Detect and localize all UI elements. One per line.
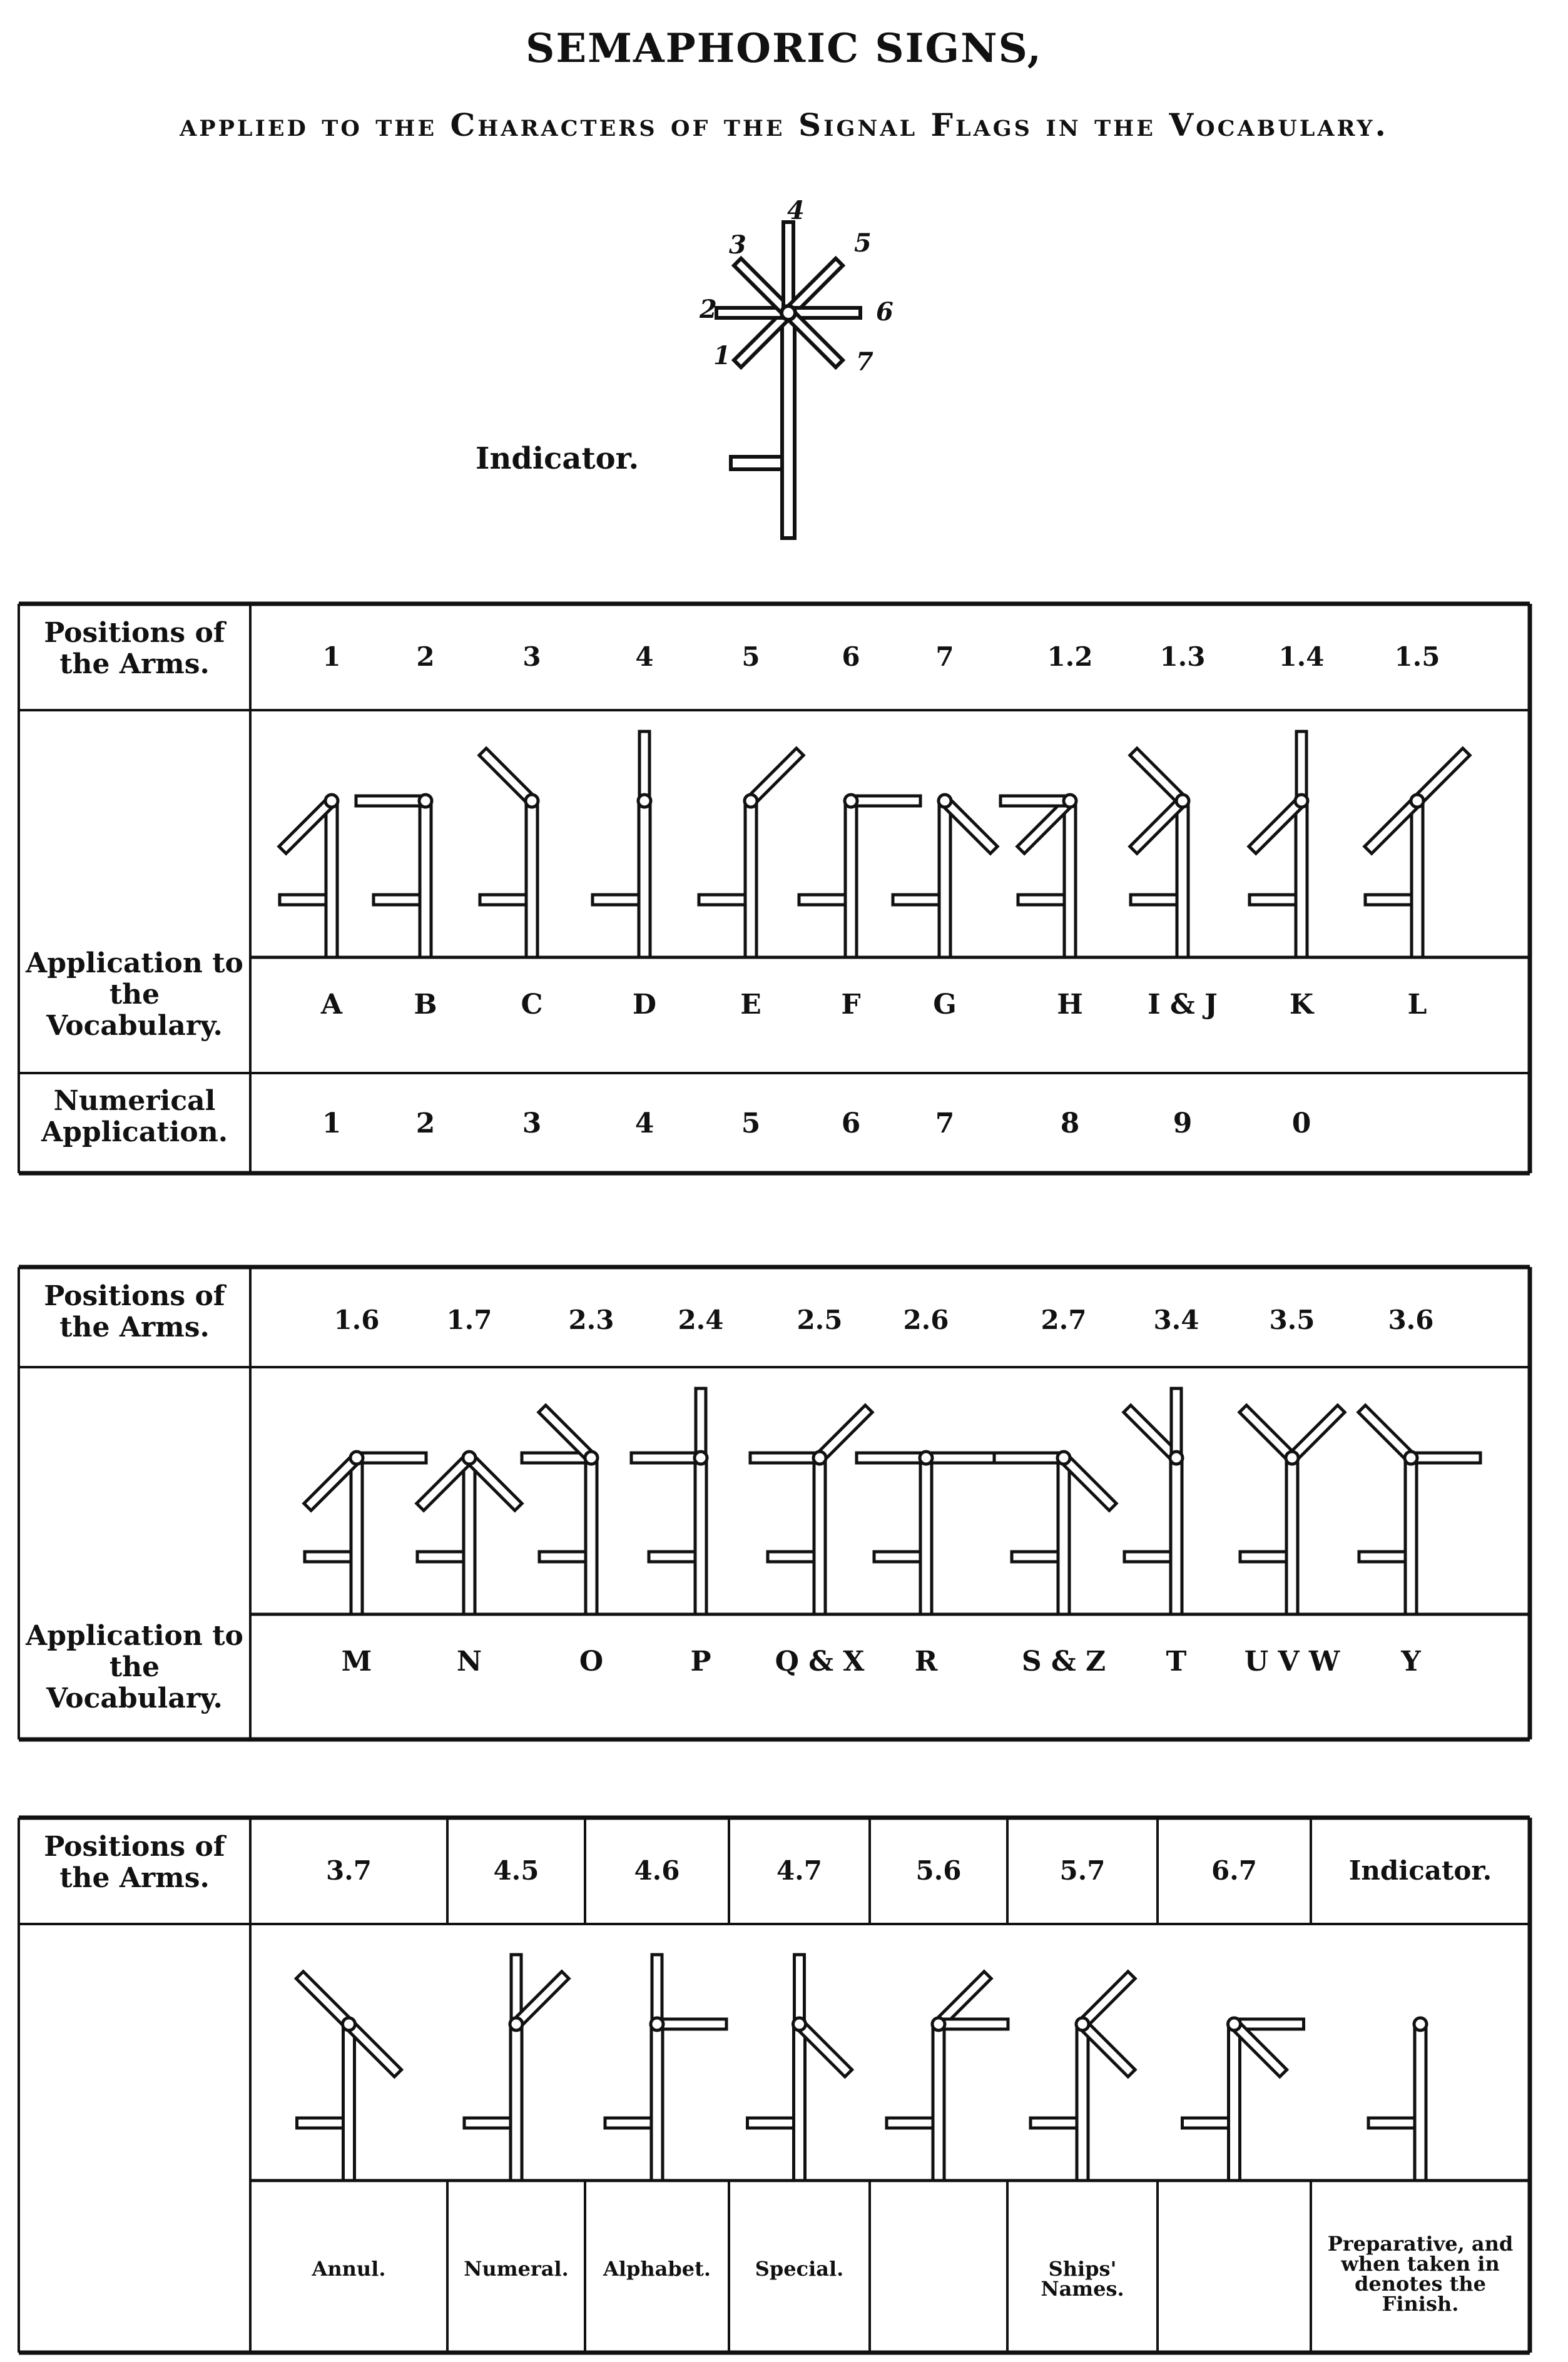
table3-semaphore-figure (296, 1972, 401, 2181)
table2-semaphore-figure (417, 1452, 522, 1614)
table1-numeral-label: 0 (1291, 1107, 1311, 1139)
table2-semaphore-figure (522, 1405, 598, 1614)
table3-semaphore-figure (464, 1955, 569, 2181)
table1-letter-label: L (1407, 989, 1427, 1021)
table2-position-label: 2.7 (1041, 1305, 1087, 1335)
table1-numerical-header: Numerical Application. (41, 1085, 228, 1148)
table2-semaphore-figure (1240, 1405, 1345, 1614)
table1-position-label: 5 (741, 641, 760, 672)
table1-position-label: 6 (842, 641, 860, 672)
table1-semaphore-figure (279, 795, 338, 957)
indicator-position-number: 6 (876, 297, 893, 327)
table2-application-header: Application to the Vocabulary. (26, 1620, 243, 1714)
page-title: SEMAPHORIC SIGNS, (526, 25, 1042, 72)
table3-meaning-label: Special. (755, 2257, 844, 2281)
table1-letter-label: G (933, 989, 957, 1021)
indicator-position-number: 3 (729, 230, 746, 260)
table1-letter-label: F (841, 989, 861, 1021)
table2-letter-label: Y (1401, 1646, 1421, 1677)
table1-position-label: 1.5 (1394, 641, 1440, 672)
table3-position-label: 4.7 (776, 1855, 823, 1886)
table3-semaphore-figure (605, 1955, 726, 2181)
table3-meaning-label: Preparative, and when taken in denotes the Finish. (1327, 2232, 1514, 2316)
indicator-position-number: 2 (700, 295, 717, 324)
table3-meaning-label: Alphabet. (603, 2257, 711, 2281)
table3-semaphore-figure (1368, 2018, 1427, 2181)
table3-positions-header: Positions of the Arms. (44, 1831, 225, 1894)
table2-letter-label: T (1166, 1646, 1187, 1677)
table2-letter-label: U V W (1244, 1646, 1340, 1677)
table1-positions-header: Positions of the Arms. (44, 617, 225, 680)
table2-position-label: 2.4 (678, 1305, 724, 1335)
table2-semaphore-figure (304, 1452, 426, 1614)
indicator-position-number: 7 (856, 347, 873, 377)
table1-numeral-label: 6 (841, 1107, 861, 1139)
table2-letter-label: R (914, 1646, 938, 1677)
table2-semaphore-figure (631, 1388, 707, 1614)
table1-letter-label: E (740, 989, 761, 1021)
table2-position-label: 3.5 (1269, 1305, 1315, 1335)
table1-semaphore-figure (1365, 748, 1470, 957)
table1-letter-label: I & J (1148, 989, 1218, 1021)
table1-letter-label: D (632, 989, 657, 1021)
table1-numeral-label: 3 (522, 1107, 542, 1139)
table2-letter-label: Q & X (775, 1646, 865, 1677)
table2-semaphore-figure (857, 1452, 995, 1614)
table3-semaphore-figure (1183, 2018, 1304, 2181)
table3-position-label: 4.6 (634, 1855, 680, 1886)
table1-semaphore-figure (593, 731, 651, 957)
table3-meaning-label: Numeral. (464, 2257, 569, 2281)
table2-letter-label: M (341, 1646, 372, 1677)
table1-numeral-label: 8 (1060, 1107, 1080, 1139)
table1-position-label: 1.3 (1159, 641, 1206, 672)
table1-letter-label: A (320, 989, 343, 1021)
indicator-label: Indicator. (476, 441, 639, 476)
table2-position-label: 1.7 (446, 1305, 492, 1335)
table3-position-label: 3.7 (325, 1855, 372, 1886)
table3-position-label: 5.6 (915, 1855, 962, 1886)
table1-semaphore-figure (699, 748, 803, 957)
table3-meaning-label: Annul. (312, 2257, 386, 2281)
table2-letter-label: N (456, 1646, 482, 1677)
table1-semaphore-figure (1000, 795, 1076, 957)
table1-numeral-label: 4 (634, 1107, 654, 1139)
table1-semaphore-figure (356, 795, 432, 957)
table1-position-label: 7 (935, 641, 954, 672)
table2-semaphore-figure (994, 1452, 1116, 1614)
table1-position-label: 4 (635, 641, 654, 672)
table1-numeral-label: 9 (1173, 1107, 1193, 1139)
table1-position-label: 1.4 (1278, 641, 1325, 672)
table1-semaphore-figure (1130, 748, 1189, 957)
table3-position-label: Indicator. (1348, 1855, 1492, 1886)
table2-positions-header: Positions of the Arms. (44, 1280, 225, 1343)
table2-semaphore-figure (1358, 1405, 1480, 1614)
table3-meaning-label: Ships' Names. (1041, 2257, 1124, 2301)
table1-application-header: Application to the Vocabulary. (26, 947, 243, 1042)
table1-letter-label: B (414, 989, 437, 1021)
table3-position-label: 6.7 (1211, 1855, 1258, 1886)
table2-position-label: 3.6 (1388, 1305, 1434, 1335)
table3-position-label: 5.7 (1059, 1855, 1106, 1886)
table1-numeral-label: 7 (935, 1107, 955, 1139)
table1-numeral-label: 5 (741, 1107, 761, 1139)
table3-semaphore-figure (1031, 1972, 1135, 2181)
table2-letter-label: O (579, 1646, 604, 1677)
table1-numeral-label: 1 (322, 1107, 342, 1139)
table1-position-label: 2 (416, 641, 435, 672)
table2-position-label: 3.4 (1153, 1305, 1199, 1335)
indicator-position-number: 5 (854, 228, 872, 258)
table2-position-label: 2.5 (797, 1305, 843, 1335)
table2-position-label: 2.6 (903, 1305, 949, 1335)
indicator-position-number: 1 (713, 341, 731, 370)
table1-semaphore-figure (799, 795, 920, 957)
table2-semaphore-figure (1124, 1388, 1183, 1614)
table1-numeral-label: 2 (415, 1107, 435, 1139)
table2-position-label: 2.3 (568, 1305, 614, 1335)
table1-letter-label: C (521, 989, 543, 1021)
table1-position-label: 3 (522, 641, 541, 672)
table2-letter-label: P (690, 1646, 711, 1677)
table2-semaphore-figure (750, 1405, 872, 1614)
table1-letter-label: H (1057, 989, 1083, 1021)
page-subtitle: applied to the Characters of the Signal Flags in the Vocabulary. (180, 106, 1388, 143)
table3-semaphore-figure (887, 1972, 1008, 2181)
table1-semaphore-figure (479, 748, 538, 957)
indicator-position-number: 4 (787, 200, 805, 225)
table2-letter-label: S & Z (1021, 1646, 1106, 1677)
table1-letter-label: K (1289, 989, 1314, 1021)
table1-position-label: 1.2 (1047, 641, 1093, 672)
table1-semaphore-figure (1249, 731, 1308, 957)
table3-semaphore-figure (748, 1955, 852, 2181)
table1-semaphore-figure (893, 795, 997, 957)
table2-position-label: 1.6 (333, 1305, 380, 1335)
table1-position-label: 1 (322, 641, 341, 672)
table3-position-label: 4.5 (493, 1855, 539, 1886)
